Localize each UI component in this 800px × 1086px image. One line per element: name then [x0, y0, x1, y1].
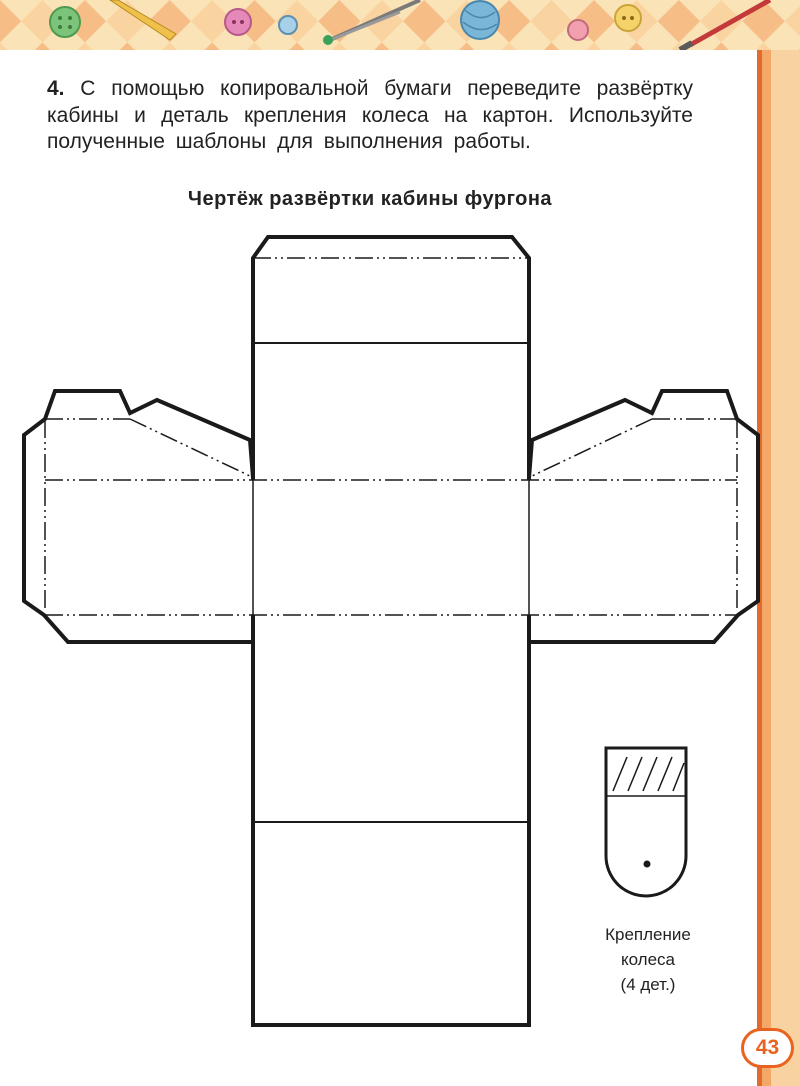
wheel-mount-caption: [578, 922, 718, 997]
task-number: 4.: [47, 77, 65, 100]
caption-line-2: колеса: [620, 950, 676, 969]
net-left-side: [24, 391, 253, 642]
wheel-mount-part: [606, 748, 686, 896]
axle-hole: [644, 861, 651, 868]
net-central-strip: [253, 237, 529, 1025]
caption-line-1: Крепление: [605, 925, 691, 944]
task-text: С помощью копировальной бумаги переведите развёртку кабины и деталь крепления колеса на картон. Используйте полученные шаблоны для выполнения работы.: [47, 77, 693, 153]
caption-line-3: (4 дет.): [620, 975, 676, 994]
drawing-title: Чертёж развёртки кабины фургона: [187, 188, 553, 210]
net-right-side: [529, 391, 758, 642]
page-number: 43: [741, 1028, 794, 1068]
fold-lines: [45, 258, 737, 615]
